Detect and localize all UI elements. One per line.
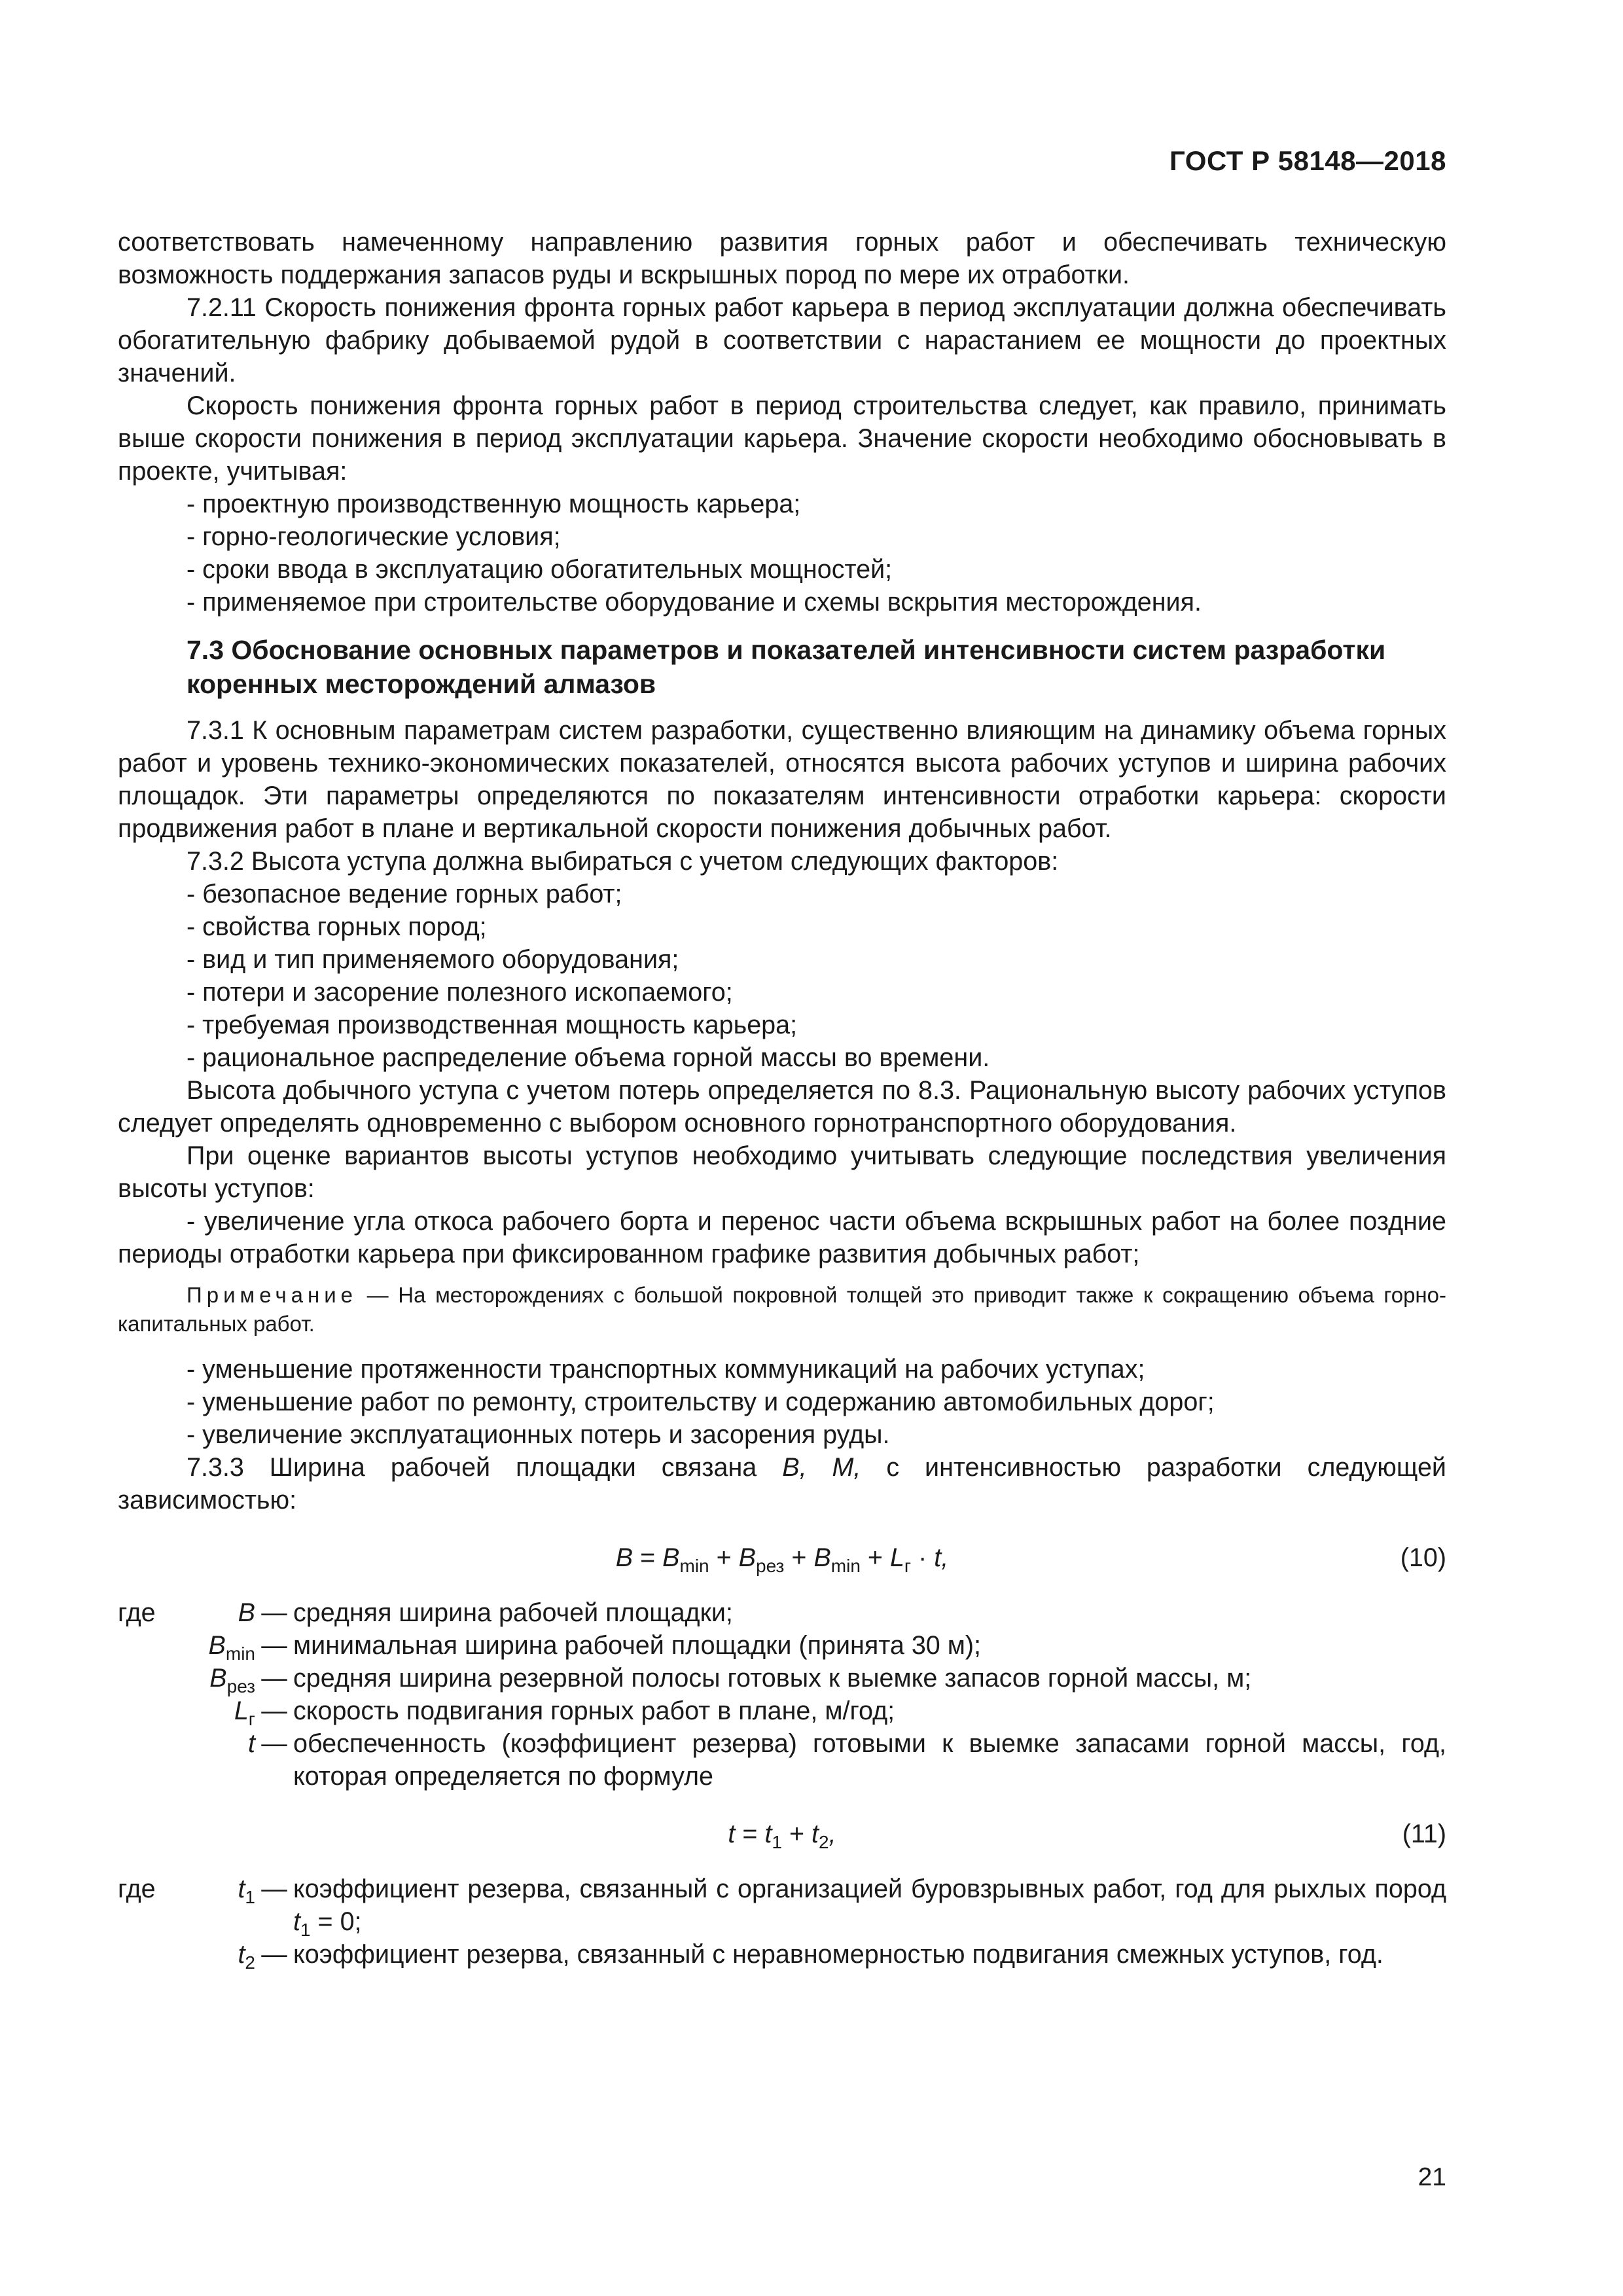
page-number: 21: [1418, 2163, 1446, 2191]
formula-11: [118, 1818, 1446, 1850]
formula-10-number: (10): [1400, 1543, 1446, 1572]
list-considerations: [118, 488, 1446, 619]
formula-11-number: (11): [1402, 1820, 1446, 1848]
legend-row: $B_{рез}$ — средняя ширина резервной полосы готовых к выемке запасов горной массы, м;: [209, 1664, 1252, 1696]
legend-row: $B_{min}$ — минимальная ширина рабочей площадки (принята 30 м);: [208, 1631, 982, 1664]
list-item: - проектную производственную мощность карьера;: [187, 488, 1446, 520]
legend-row: где B — средняя ширина рабочей площадки;: [118, 1598, 733, 1627]
document-code-header: ГОСТ Р 58148—2018: [1169, 145, 1446, 176]
list-item: - свойства горных пород;: [187, 910, 1446, 943]
list-item: - вид и тип применяемого оборудования;: [187, 943, 1446, 976]
paragraph-construction-speed: Скорость понижения фронта горных работ в период строительства следует, как правило, принимать выше скорости понижения в период эксплуатации карьера. Значение скорости необходимо обосновывать в проекте, учитывая:: [118, 391, 1446, 486]
legend-row: где $t_1$ — коэффициент резерва, связанный с организацией буровзрывных работ, год для рыхлых пород $t_1 = 0$;: [118, 1874, 1446, 1940]
list-item: - горно-геологические условия;: [187, 520, 1446, 553]
paragraph-7-2-11: 7.2.11 Скорость понижения фронта горных работ карьера в период эксплуатации должна обеспечивать обогатительную фабрику добываемой рудой в соответствии с нарастанием ее мощности до проектных значений.: [118, 293, 1446, 387]
list-item: - увеличение эксплуатационных потерь и засорения руды.: [187, 1418, 1446, 1451]
legend-row: t — обеспеченность (коэффициент резерва) готовыми к выемке запасами горной массы, год, которая определяется по формуле: [248, 1729, 1446, 1791]
legend-row: $L_г$ — скорость подвигания горных работ в плане, м/год;: [234, 1696, 895, 1729]
paragraph-7-3-2: 7.3.2 Высота уступа должна выбираться с учетом следующих факторов:: [187, 847, 1059, 876]
note-text: — На месторождениях с большой покровной толщей это приводит также к сокращению объема горно-капитальных работ.: [118, 1283, 1446, 1336]
list-item: - уменьшение протяженности транспортных коммуникаций на рабочих уступах;: [187, 1353, 1446, 1386]
formula-11-expression: $t = t_1 + t_2$,: [728, 1820, 836, 1852]
paragraph-variants: При оценке вариантов высоты уступов необходимо учитывать следующие последствия увеличения высоты уступов:: [118, 1141, 1446, 1203]
page-body: [118, 226, 1446, 1971]
paragraph-7-3-1: 7.3.1 К основным параметрам систем разработки, существенно влияющим на динамику объема горных работ и уровень технико-экономических показателей, относятся высота рабочих уступов и ширина рабочих площадок. Эти параметры определяются по показателям интенсивности отработки карьера: скорости продвижения работ в плане и вертикальной скорости понижения добычных работ.: [118, 716, 1446, 843]
formula-10: [118, 1541, 1446, 1574]
list-item: - потери и засорение полезного ископаемого;: [187, 976, 1446, 1009]
note: [118, 1281, 1446, 1338]
paragraph-bench-height: Высота добычного уступа с учетом потерь определяется по 8.3. Рациональную высоту рабочих уступов следует определять одновременно с выбором основного горнотранспортного оборудования.: [118, 1076, 1446, 1138]
formula-10-expression: $B = B_{min} + B_{рез} + B_{min} + L_г \cdot t$,: [615, 1543, 949, 1576]
note-label: Примечание: [187, 1283, 358, 1307]
legend-row: $t_2$ — коэффициент резерва, связанный с неравномерностью подвигания смежных уступов, год.: [238, 1940, 1383, 1973]
paragraph-continuation: соответствовать намеченному направлению развития горных работ и обеспечивать техническую возможность поддержания запасов руды и вскрышных пород по мере их отработки.: [118, 228, 1446, 289]
list-item: - применяемое при строительстве оборудование и схемы вскрытия месторождения.: [187, 586, 1446, 619]
list-item: - безопасное ведение горных работ;: [187, 878, 1446, 910]
list-item: - уменьшение работ по ремонту, строительству и содержанию автомобильных дорог;: [187, 1386, 1446, 1418]
list-consequences: [118, 1353, 1446, 1451]
list-item: - требуемая производственная мощность карьера;: [187, 1009, 1446, 1041]
formula-11-legend: [118, 1873, 1446, 1971]
list-factors: [118, 878, 1446, 1074]
formula-10-legend: [118, 1596, 1446, 1793]
paragraph-consequence: - увеличение угла откоса рабочего борта и перенос части объема вскрышных работ на более поздние периоды отработки карьера при фиксированном графике развития добычных работ;: [118, 1207, 1446, 1268]
section-heading-7-3: 7.3 Обоснование основных параметров и показателей интенсивности систем разработки коренных месторождений алмазов: [187, 635, 1386, 699]
list-item: - рациональное распределение объема горной массы во времени.: [187, 1041, 1446, 1074]
paragraph-7-3-3: 7.3.3 Ширина рабочей площадки связана B, M, с интенсивностью разработки следующей зависимостью:: [118, 1453, 1446, 1515]
list-item: - сроки ввода в эксплуатацию обогатительных мощностей;: [187, 553, 1446, 586]
